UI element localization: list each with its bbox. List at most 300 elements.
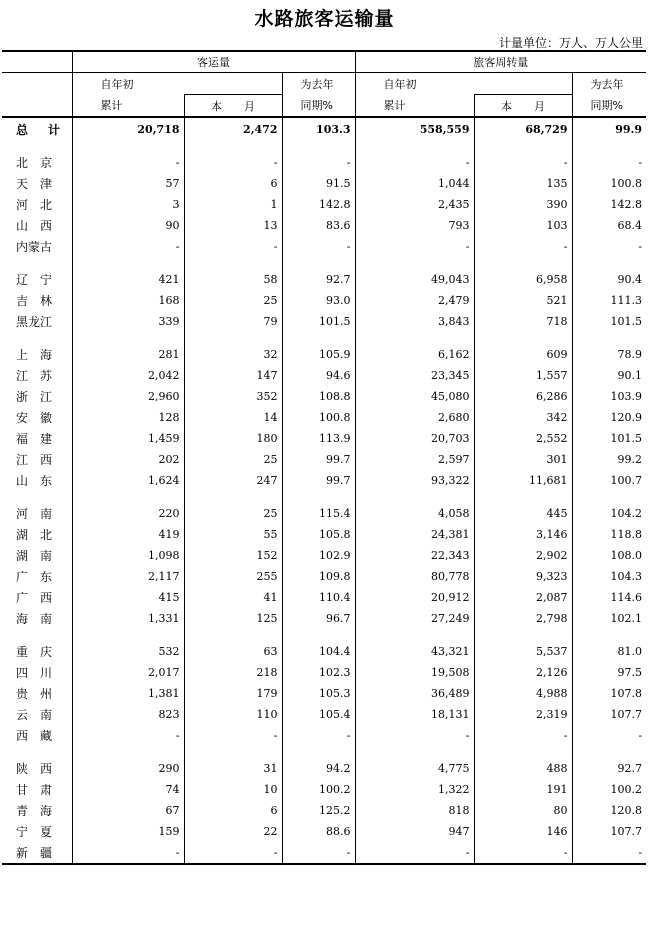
header-ytd-bottom-passengers: 累计 <box>72 95 184 118</box>
value-cell: 103.3 <box>282 117 355 140</box>
value-cell: 1,331 <box>72 608 184 629</box>
value-cell: 2,597 <box>355 449 474 470</box>
value-cell: 110.4 <box>282 587 355 608</box>
value-cell: 301 <box>474 449 572 470</box>
region-name: 西藏 <box>16 729 65 743</box>
value-cell: 10 <box>184 779 282 800</box>
spacer-cell <box>572 257 646 269</box>
spacer-cell <box>72 491 184 503</box>
spacer-cell <box>474 746 572 758</box>
spacer-cell <box>572 491 646 503</box>
value-cell: 102.3 <box>282 662 355 683</box>
value-cell: 102.1 <box>572 608 646 629</box>
value-cell: 142.8 <box>572 194 646 215</box>
value-cell: 108.8 <box>282 386 355 407</box>
value-cell: 99.7 <box>282 449 355 470</box>
value-cell: - <box>282 725 355 746</box>
value-cell: 103 <box>474 215 572 236</box>
value-cell: 2,126 <box>474 662 572 683</box>
spacer-cell <box>355 332 474 344</box>
value-cell: 83.6 <box>282 215 355 236</box>
region-name: 山西 <box>16 219 65 233</box>
corner-cell <box>2 51 72 73</box>
value-cell: 146 <box>474 821 572 842</box>
value-cell: 168 <box>72 290 184 311</box>
value-cell: 415 <box>72 587 184 608</box>
table-row <box>2 503 646 524</box>
header-blank <box>2 95 72 118</box>
region-name: 天津 <box>16 177 65 191</box>
table-row <box>2 269 646 290</box>
value-cell: 111.3 <box>572 290 646 311</box>
value-cell: 5,537 <box>474 641 572 662</box>
value-cell: 202 <box>72 449 184 470</box>
value-cell: 120.8 <box>572 800 646 821</box>
value-cell: 96.7 <box>282 608 355 629</box>
value-cell: 125.2 <box>282 800 355 821</box>
spacer-cell <box>184 629 282 641</box>
header-month-passengers: 本 月 <box>184 95 282 118</box>
region-name: 四川 <box>16 666 65 680</box>
value-cell: 63 <box>184 641 282 662</box>
value-cell: 135 <box>474 173 572 194</box>
value-cell: 255 <box>184 566 282 587</box>
value-cell: - <box>355 725 474 746</box>
value-cell: 2,087 <box>474 587 572 608</box>
value-cell: 25 <box>184 503 282 524</box>
value-cell: - <box>572 152 646 173</box>
value-cell: 105.9 <box>282 344 355 365</box>
value-cell: 4,058 <box>355 503 474 524</box>
spacer-cell <box>572 629 646 641</box>
header-yoy-bottom-turnover: 同期% <box>572 95 646 118</box>
value-cell: 290 <box>72 758 184 779</box>
value-cell: 99.2 <box>572 449 646 470</box>
value-cell: 43,321 <box>355 641 474 662</box>
spacer-cell <box>282 140 355 152</box>
spacer-cell <box>355 746 474 758</box>
value-cell: 88.6 <box>282 821 355 842</box>
value-cell: 793 <box>355 215 474 236</box>
value-cell: 100.7 <box>572 470 646 491</box>
value-cell: 2,017 <box>72 662 184 683</box>
value-cell: - <box>572 842 646 864</box>
spacer-cell <box>474 332 572 344</box>
value-cell: 99.7 <box>282 470 355 491</box>
header-blank <box>2 73 72 95</box>
value-cell: 94.2 <box>282 758 355 779</box>
value-cell: 107.7 <box>572 704 646 725</box>
table-row <box>2 758 646 779</box>
table-row <box>2 545 646 566</box>
value-cell: 18,131 <box>355 704 474 725</box>
spacer-cell <box>184 140 282 152</box>
region-name: 江西 <box>16 453 65 467</box>
value-cell: 125 <box>184 608 282 629</box>
value-cell: 180 <box>184 428 282 449</box>
value-cell: 281 <box>72 344 184 365</box>
spacer-cell <box>474 629 572 641</box>
value-cell: 247 <box>184 470 282 491</box>
table-row <box>2 449 646 470</box>
value-cell: 24,381 <box>355 524 474 545</box>
value-cell: - <box>355 236 474 257</box>
spacer-row <box>2 629 646 641</box>
region-name: 福建 <box>16 432 65 446</box>
table-row <box>2 641 646 662</box>
value-cell: 113.9 <box>282 428 355 449</box>
header-ytd-top-turnover: 自年初 <box>355 73 572 95</box>
value-cell: - <box>474 152 572 173</box>
region-name: 湖南 <box>16 549 65 563</box>
region-name: 辽宁 <box>16 273 65 287</box>
value-cell: 6,286 <box>474 386 572 407</box>
table-row <box>2 194 646 215</box>
value-cell: 79 <box>184 311 282 332</box>
value-cell: 2,435 <box>355 194 474 215</box>
region-name: 江苏 <box>16 369 65 383</box>
value-cell: 105.8 <box>282 524 355 545</box>
value-cell: 532 <box>72 641 184 662</box>
value-cell: 352 <box>184 386 282 407</box>
value-cell: - <box>572 725 646 746</box>
table-row <box>2 290 646 311</box>
value-cell: 45,080 <box>355 386 474 407</box>
value-cell: 2,960 <box>72 386 184 407</box>
value-cell: 115.4 <box>282 503 355 524</box>
table-row <box>2 779 646 800</box>
region-name: 广西 <box>16 591 65 605</box>
value-cell: 1,098 <box>72 545 184 566</box>
value-cell: 27,249 <box>355 608 474 629</box>
value-cell: 31 <box>184 758 282 779</box>
value-cell: 93,322 <box>355 470 474 491</box>
value-cell: 342 <box>474 407 572 428</box>
region-name: 内蒙古 <box>16 240 53 254</box>
table-row <box>2 236 646 257</box>
value-cell: 159 <box>72 821 184 842</box>
spacer-cell <box>282 332 355 344</box>
value-cell: 558,559 <box>355 117 474 140</box>
spacer-cell <box>355 491 474 503</box>
spacer-cell <box>184 491 282 503</box>
value-cell: 718 <box>474 311 572 332</box>
value-cell: 1,557 <box>474 365 572 386</box>
value-cell: 107.8 <box>572 683 646 704</box>
value-cell: - <box>72 842 184 864</box>
spacer-cell <box>184 746 282 758</box>
value-cell: - <box>184 152 282 173</box>
region-name: 贵州 <box>16 687 65 701</box>
value-cell: 142.8 <box>282 194 355 215</box>
table-row <box>2 821 646 842</box>
table-row <box>2 311 646 332</box>
value-cell: 103.9 <box>572 386 646 407</box>
total-row <box>2 117 646 140</box>
value-cell: 218 <box>184 662 282 683</box>
spacer-cell <box>184 332 282 344</box>
spacer-cell <box>72 629 184 641</box>
spacer-cell <box>282 491 355 503</box>
value-cell: 55 <box>184 524 282 545</box>
value-cell: 339 <box>72 311 184 332</box>
header-yoy-bottom-passengers: 同期% <box>282 95 355 118</box>
value-cell: 22 <box>184 821 282 842</box>
table-row <box>2 344 646 365</box>
value-cell: 101.5 <box>572 311 646 332</box>
value-cell: 4,988 <box>474 683 572 704</box>
spacer-cell <box>572 746 646 758</box>
spacer-cell <box>2 257 72 269</box>
value-cell: 32 <box>184 344 282 365</box>
value-cell: 101.5 <box>282 311 355 332</box>
value-cell: 107.7 <box>572 821 646 842</box>
value-cell: - <box>184 842 282 864</box>
spacer-cell <box>2 629 72 641</box>
table-row <box>2 608 646 629</box>
value-cell: - <box>355 152 474 173</box>
region-name: 安徽 <box>16 411 65 425</box>
value-cell: 20,912 <box>355 587 474 608</box>
table-row <box>2 386 646 407</box>
value-cell: - <box>282 842 355 864</box>
value-cell: 6 <box>184 800 282 821</box>
spacer-cell <box>2 140 72 152</box>
value-cell: 100.8 <box>572 173 646 194</box>
value-cell: 1,322 <box>355 779 474 800</box>
value-cell: 191 <box>474 779 572 800</box>
spacer-cell <box>72 140 184 152</box>
value-cell: 23,345 <box>355 365 474 386</box>
value-cell: 609 <box>474 344 572 365</box>
table-row <box>2 215 646 236</box>
region-name: 河南 <box>16 507 65 521</box>
page-title: 水路旅客运输量 <box>254 8 395 30</box>
spacer-cell <box>474 257 572 269</box>
spacer-cell <box>184 257 282 269</box>
header-turnover: 旅客周转量 <box>355 51 646 73</box>
value-cell: 110 <box>184 704 282 725</box>
value-cell: 390 <box>474 194 572 215</box>
value-cell: 102.9 <box>282 545 355 566</box>
value-cell: 41 <box>184 587 282 608</box>
spacer-row <box>2 746 646 758</box>
region-name: 海南 <box>16 612 65 626</box>
region-name: 湖北 <box>16 528 65 542</box>
value-cell: 1,624 <box>72 470 184 491</box>
value-cell: 118.8 <box>572 524 646 545</box>
region-name: 甘肃 <box>16 783 65 797</box>
spacer-row <box>2 140 646 152</box>
spacer-row <box>2 332 646 344</box>
value-cell: 104.3 <box>572 566 646 587</box>
spacer-cell <box>474 491 572 503</box>
region-name: 北京 <box>16 156 65 170</box>
value-cell: 97.5 <box>572 662 646 683</box>
region-name: 云南 <box>16 708 65 722</box>
value-cell: 179 <box>184 683 282 704</box>
value-cell: - <box>282 152 355 173</box>
value-cell: 58 <box>184 269 282 290</box>
value-cell: 6 <box>184 173 282 194</box>
value-cell: 2,319 <box>474 704 572 725</box>
value-cell: 100.2 <box>572 779 646 800</box>
value-cell: 92.7 <box>572 758 646 779</box>
value-cell: 36,489 <box>355 683 474 704</box>
value-cell: - <box>474 725 572 746</box>
table-row <box>2 428 646 449</box>
spacer-cell <box>2 491 72 503</box>
value-cell: 3,146 <box>474 524 572 545</box>
value-cell: 13 <box>184 215 282 236</box>
region-name: 黑龙江 <box>16 315 53 329</box>
value-cell: - <box>72 236 184 257</box>
value-cell: - <box>282 236 355 257</box>
value-cell: 120.9 <box>572 407 646 428</box>
table-row <box>2 524 646 545</box>
value-cell: - <box>72 152 184 173</box>
value-cell: 68.4 <box>572 215 646 236</box>
value-cell: 108.0 <box>572 545 646 566</box>
spacer-cell <box>282 746 355 758</box>
value-cell: 445 <box>474 503 572 524</box>
spacer-row <box>2 491 646 503</box>
region-name: 宁夏 <box>16 825 65 839</box>
table-row <box>2 566 646 587</box>
spacer-cell <box>282 257 355 269</box>
value-cell: 1,459 <box>72 428 184 449</box>
value-cell: 25 <box>184 449 282 470</box>
region-name: 总计 <box>16 122 81 137</box>
table-row <box>2 842 646 864</box>
region-name: 青海 <box>16 804 65 818</box>
value-cell: 100.2 <box>282 779 355 800</box>
value-cell: 57 <box>72 173 184 194</box>
table-row <box>2 587 646 608</box>
table-row <box>2 470 646 491</box>
value-cell: 14 <box>184 407 282 428</box>
value-cell: - <box>184 725 282 746</box>
value-cell: 80 <box>474 800 572 821</box>
region-name: 重庆 <box>16 645 65 659</box>
value-cell: - <box>355 842 474 864</box>
value-cell: 152 <box>184 545 282 566</box>
value-cell: 105.4 <box>282 704 355 725</box>
value-cell: 3 <box>72 194 184 215</box>
region-name: 广东 <box>16 570 65 584</box>
region-name: 新疆 <box>2 842 72 864</box>
spacer-cell <box>72 332 184 344</box>
spacer-cell <box>474 140 572 152</box>
spacer-cell <box>572 140 646 152</box>
value-cell: 20,703 <box>355 428 474 449</box>
value-cell: 93.0 <box>282 290 355 311</box>
value-cell: 19,508 <box>355 662 474 683</box>
spacer-cell <box>355 629 474 641</box>
value-cell: 818 <box>355 800 474 821</box>
header-passengers: 客运量 <box>72 51 355 73</box>
value-cell: 90.4 <box>572 269 646 290</box>
value-cell: 80,778 <box>355 566 474 587</box>
value-cell: 74 <box>72 779 184 800</box>
table-row <box>2 704 646 725</box>
value-cell: 6,162 <box>355 344 474 365</box>
value-cell: 947 <box>355 821 474 842</box>
header-yoy-top-turnover: 为去年 <box>572 73 646 95</box>
value-cell: 67 <box>72 800 184 821</box>
header-yoy-top-passengers: 为去年 <box>282 73 355 95</box>
value-cell: 1,381 <box>72 683 184 704</box>
value-cell: 488 <box>474 758 572 779</box>
value-cell: 1 <box>184 194 282 215</box>
spacer-cell <box>72 746 184 758</box>
spacer-row <box>2 257 646 269</box>
table-row <box>2 173 646 194</box>
header-ytd-top-passengers: 自年初 <box>72 73 282 95</box>
region-name: 浙江 <box>16 390 65 404</box>
value-cell: - <box>474 842 572 864</box>
value-cell: 114.6 <box>572 587 646 608</box>
spacer-cell <box>2 332 72 344</box>
value-cell: 2,042 <box>72 365 184 386</box>
header-ytd-bottom-turnover: 累计 <box>355 95 474 118</box>
value-cell: 2,472 <box>184 117 282 140</box>
value-cell: 11,681 <box>474 470 572 491</box>
value-cell: 104.2 <box>572 503 646 524</box>
spacer-cell <box>355 257 474 269</box>
value-cell: 128 <box>72 407 184 428</box>
region-name: 上海 <box>16 348 65 362</box>
value-cell: - <box>474 236 572 257</box>
value-cell: 2,117 <box>72 566 184 587</box>
value-cell: 20,718 <box>72 117 184 140</box>
spacer-cell <box>2 746 72 758</box>
spacer-cell <box>572 332 646 344</box>
unit-label: 计量单位：万人、万人公里 <box>498 36 643 50</box>
region-name: 河北 <box>16 198 65 212</box>
value-cell: 109.8 <box>282 566 355 587</box>
spacer-cell <box>355 140 474 152</box>
value-cell: 25 <box>184 290 282 311</box>
value-cell: 78.9 <box>572 344 646 365</box>
value-cell: 100.8 <box>282 407 355 428</box>
value-cell: 1,044 <box>355 173 474 194</box>
value-cell: 92.7 <box>282 269 355 290</box>
spacer-cell <box>282 629 355 641</box>
region-name: 陕西 <box>16 762 65 776</box>
value-cell: 419 <box>72 524 184 545</box>
value-cell: 22,343 <box>355 545 474 566</box>
value-cell: 2,479 <box>355 290 474 311</box>
value-cell: 4,775 <box>355 758 474 779</box>
value-cell: 90 <box>72 215 184 236</box>
table-row <box>2 662 646 683</box>
value-cell: 2,552 <box>474 428 572 449</box>
value-cell: 99.9 <box>572 117 646 140</box>
value-cell: 2,680 <box>355 407 474 428</box>
value-cell: 49,043 <box>355 269 474 290</box>
table-row <box>2 152 646 173</box>
header-month-turnover: 本 月 <box>474 95 572 118</box>
value-cell: - <box>72 725 184 746</box>
value-cell: 6,958 <box>474 269 572 290</box>
value-cell: 823 <box>72 704 184 725</box>
table-body <box>2 73 646 865</box>
table-row <box>2 365 646 386</box>
data-table <box>2 50 646 865</box>
value-cell: 521 <box>474 290 572 311</box>
value-cell: 91.5 <box>282 173 355 194</box>
